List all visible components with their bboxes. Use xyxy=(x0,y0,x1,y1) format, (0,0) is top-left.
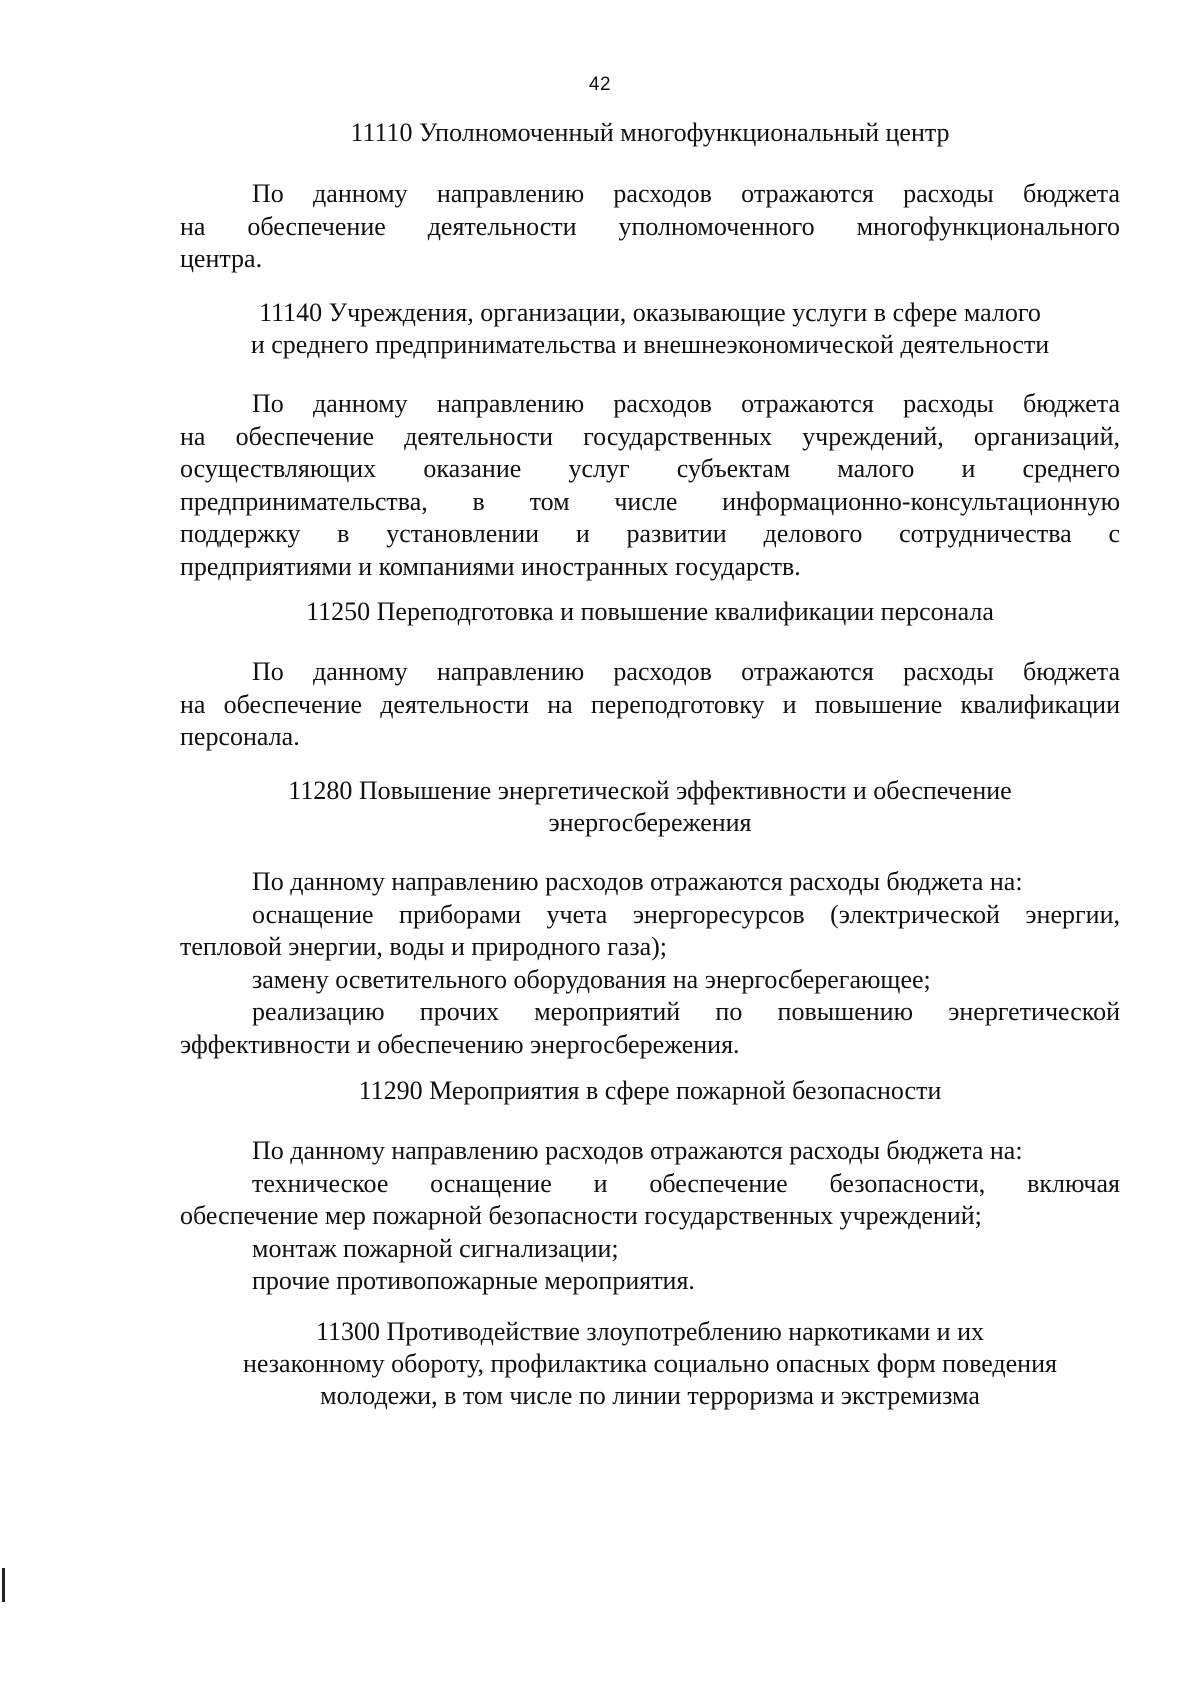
paragraph-line: центра. xyxy=(180,244,263,273)
heading-line: 11300 Противодействие злоупотреблению наркотиками и их xyxy=(316,1317,984,1346)
heading-line: молодежи, в том числе по линии терроризма и экстремизма xyxy=(320,1381,980,1410)
heading-line: 11140 Учреждения, организации, оказывающие услуги в сфере малого xyxy=(259,298,1041,327)
heading-line: 11250 Переподготовка и повышение квалификации персонала xyxy=(306,597,994,626)
paragraph-line: поддержку в установлении и развитии делового сотрудничества с xyxy=(180,519,1120,548)
paragraph-line: осуществляющих оказание услуг субъектам малого и среднего xyxy=(180,454,1120,483)
paragraph-line: По данному направлению расходов отражаются расходы бюджета xyxy=(252,657,1120,686)
paragraph-line: обеспечение мер пожарной безопасности государственных учреждений; xyxy=(180,1201,982,1230)
paragraph-line: По данному направлению расходов отражаются расходы бюджета xyxy=(252,389,1120,418)
paragraph-line: прочие противопожарные мероприятия. xyxy=(252,1266,695,1295)
page-number: 42 xyxy=(588,74,612,95)
section-heading-11140 xyxy=(180,297,1120,361)
section-paragraph-11110 xyxy=(180,178,1120,276)
section-heading-11300 xyxy=(180,1316,1120,1412)
paragraph-line: техническое оснащение и обеспечение безопасности, включая xyxy=(252,1168,1120,1198)
heading-line: и среднего предпринимательства и внешнеэкономической деятельности xyxy=(250,330,1050,359)
paragraph-line: тепловой энергии, воды и природного газа); xyxy=(180,932,668,961)
paragraph-line: на обеспечение деятельности государственных учреждений, организаций, xyxy=(180,421,1120,451)
heading-line: 11280 Повышение энергетической эффективности и обеспечение xyxy=(288,776,1012,805)
paragraph-line: По данному направлению расходов отражаются расходы бюджета xyxy=(252,179,1120,208)
paragraph-line: По данному направлению расходов отражаются расходы бюджета на: xyxy=(252,867,1023,896)
paragraph-line: монтаж пожарной сигнализации; xyxy=(252,1233,619,1263)
heading-line: энергосбережения xyxy=(548,808,752,837)
paragraph-line: оснащение приборами учета энергоресурсов (электрической энергии, xyxy=(252,899,1120,929)
paragraph-line: персонала. xyxy=(180,722,300,751)
heading-line: 11110 Уполномоченный многофункциональный центр xyxy=(350,118,950,147)
heading-line: незаконному обороту, профилактика социально опасных форм поведения xyxy=(243,1349,1057,1378)
paragraph-line: предприятиями и компаниями иностранных государств. xyxy=(180,551,801,581)
section-paragraph-11280 xyxy=(180,866,1120,1061)
paragraph-line: эффективности и обеспечению энергосбережения. xyxy=(180,1029,740,1059)
section-heading-11250 xyxy=(180,596,1120,628)
paragraph-line: на обеспечение деятельности уполномоченного многофункционального xyxy=(180,211,1120,241)
scan-edge-mark xyxy=(2,1568,5,1602)
paragraph-line: предпринимательства, в том числе информационно-консультационную xyxy=(180,486,1120,516)
section-heading-11280 xyxy=(180,775,1120,839)
section-paragraph-11140 xyxy=(180,388,1120,583)
paragraph-line: реализацию прочих мероприятий по повышению энергетической xyxy=(252,997,1120,1026)
section-paragraph-11290 xyxy=(180,1135,1120,1298)
paragraph-line: замену осветительного оборудования на энергосберегающее; xyxy=(252,964,931,994)
section-heading-11110 xyxy=(180,117,1120,149)
paragraph-line: По данному направлению расходов отражаются расходы бюджета на: xyxy=(252,1136,1023,1165)
section-heading-11290 xyxy=(180,1075,1120,1107)
paragraph-line: на обеспечение деятельности на переподготовку и повышение квалификации xyxy=(180,689,1120,719)
heading-line: 11290 Мероприятия в сфере пожарной безопасности xyxy=(358,1076,942,1105)
section-paragraph-11250 xyxy=(180,656,1120,754)
